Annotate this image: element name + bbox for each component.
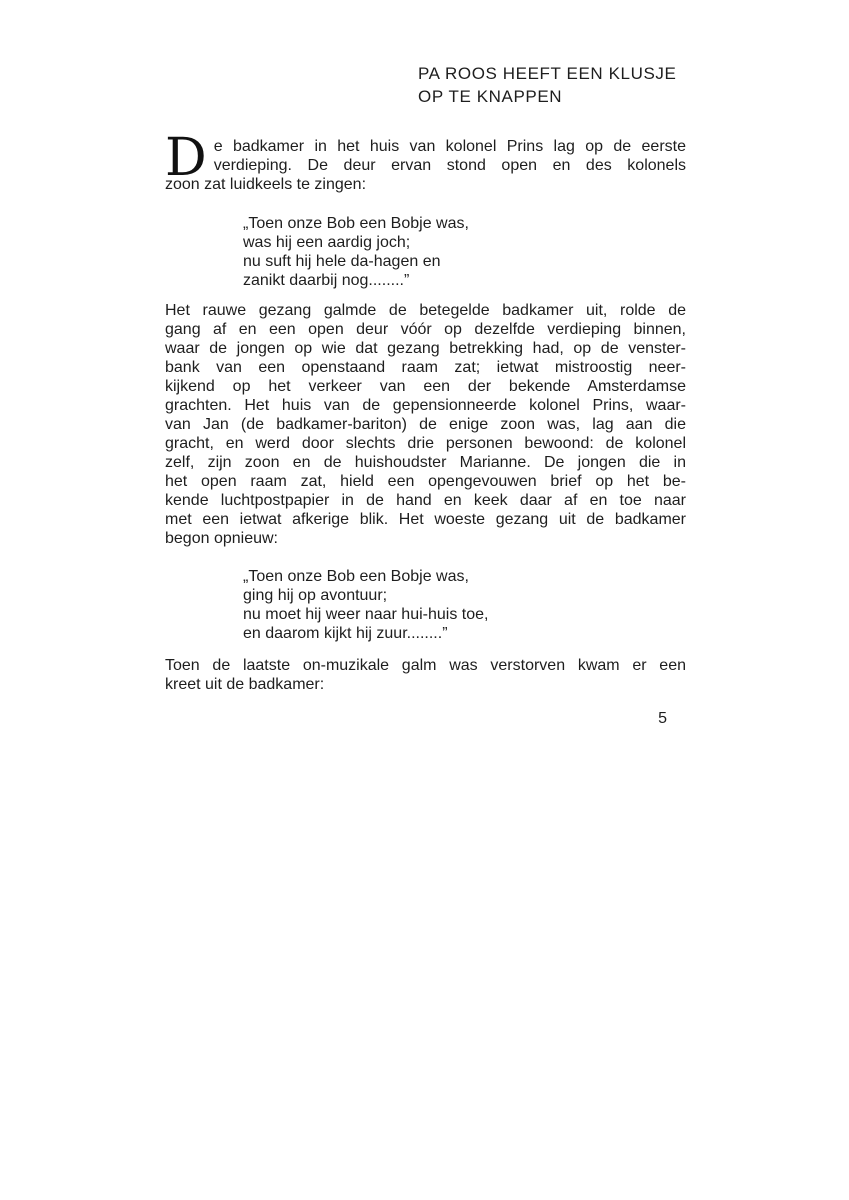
text-line: kreet uit de badkamer:: [165, 676, 325, 693]
text-line: zoon zat luidkeels te zingen:: [165, 176, 367, 193]
text-line: zelf, zijn zoon en de huishoudster Marianne. De jongen die in: [165, 454, 686, 471]
verse-line: „Toen onze Bob een Bobje was,: [243, 568, 469, 585]
text-line: bank van een openstaand raam zat; ietwat mistroostig neer-: [165, 359, 686, 376]
text-line: met een ietwat afkerige blik. Het woeste gezang uit de badkamer: [165, 511, 686, 528]
verse-line: zanikt daarbij nog........”: [243, 272, 410, 289]
page-number: 5: [658, 710, 667, 727]
verse-block-2: [165, 567, 686, 643]
page-content: [165, 62, 686, 728]
verse-line: nu suft hij hele da-hagen en: [243, 253, 441, 270]
body-paragraph: [165, 301, 686, 548]
verse-line: ging hij op avontuur;: [243, 587, 388, 604]
text-line: het open raam zat, hield een opengevouwen brief op het be-: [165, 473, 686, 490]
verse-line: was hij een aardig joch;: [243, 234, 411, 251]
text-line: verdieping. De deur ervan stond open en des kolonels: [213, 157, 686, 174]
text-line: kijkend op het verkeer van een der bekende Amsterdamse: [165, 378, 686, 395]
drop-cap: D: [165, 128, 207, 188]
text-line: van Jan (de badkamer-bariton) de enige zoon was, lag aan die: [165, 416, 686, 433]
text-line: gang af en een open deur vóór op dezelfde verdieping binnen,: [165, 321, 686, 338]
text-line: grachten. Het huis van de gepensionneerde kolonel Prins, waar-: [165, 397, 686, 414]
text-line: Toen de laatste on-muzikale galm was verstorven kwam er een: [165, 657, 686, 674]
opening-paragraph: [165, 128, 686, 194]
chapter-title: [418, 62, 686, 108]
text-line: begon opnieuw:: [165, 530, 278, 547]
verse-line: nu moet hij weer naar hui-huis toe,: [243, 606, 489, 623]
opening-paragraph-lines: [165, 128, 686, 194]
text-line: Het rauwe gezang galmde de betegelde badkamer uit, rolde de: [165, 302, 686, 319]
text-line: e badkamer in het huis van kolonel Prins lag op de eerste: [213, 138, 686, 155]
verse-block-1: [165, 214, 686, 290]
text-line: gracht, en werd door slechts drie personen bewoond: de kolonel: [165, 435, 686, 452]
chapter-title-line: PA ROOS HEEFT EEN KLUSJE: [418, 64, 677, 83]
verse-line: en daarom kijkt hij zuur........”: [243, 625, 448, 642]
closing-paragraph: [165, 656, 686, 694]
chapter-title-line: OP TE KNAPPEN: [418, 87, 563, 106]
verse-line: „Toen onze Bob een Bobje was,: [243, 215, 469, 232]
text-line: waar de jongen op wie dat gezang betrekking had, op de venster-: [165, 340, 686, 357]
text-line: kende luchtpostpapier in de hand en keek daar af en toe naar: [165, 492, 686, 509]
